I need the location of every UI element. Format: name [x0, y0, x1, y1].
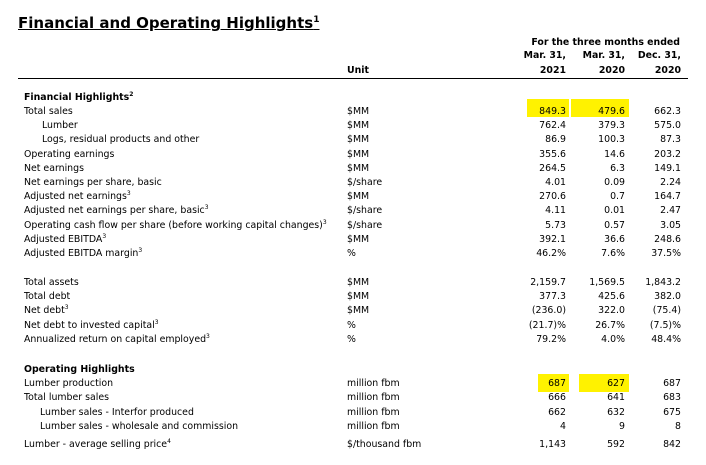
cell-col2: 0.7: [610, 191, 625, 202]
cell-col1: 270.6: [539, 191, 566, 202]
row-label: Operating cash flow per share (before working capital changes)$^3$: [24, 218, 327, 231]
cell-col3: 2.24: [660, 177, 681, 188]
footnote-marker: 4: [167, 437, 171, 445]
footnote-marker: 3: [102, 232, 107, 240]
cell-col2: 0.09: [604, 177, 625, 188]
row-label: Operating earnings: [24, 149, 115, 160]
cell-col3: (75.4): [652, 305, 681, 316]
row-label: Adjusted net earnings per share, basic$^3$: [24, 203, 209, 216]
footnote-marker: 3: [138, 246, 143, 254]
footnote-marker: 2: [129, 90, 134, 98]
row-unit: $MM: [347, 149, 370, 160]
cell-col3: 37.5%: [651, 248, 681, 259]
cell-col3: 687: [663, 378, 681, 389]
row-label: Lumber sales - wholesale and commission: [40, 421, 239, 432]
row-label: Adjusted EBITDA margin$^3$: [24, 246, 143, 259]
cell-col3: 1,843.2: [645, 277, 681, 288]
table-row: [0, 378, 706, 392]
cell-col2: 6.3: [610, 163, 625, 174]
cell-col1: 377.3: [539, 291, 566, 302]
row-label: Lumber production: [24, 378, 114, 389]
title-footnote: 1: [313, 15, 320, 25]
cell-col2: 0.57: [604, 220, 625, 231]
cell-col3: 3.05: [660, 220, 681, 231]
cell-col1: 79.2%: [536, 334, 566, 345]
cell-col3: 48.4%: [651, 334, 681, 345]
row-unit: $/share: [347, 177, 383, 188]
cell-col2: 14.6: [604, 149, 625, 160]
row-label: Net earnings: [24, 163, 84, 174]
row-unit: %: [347, 320, 356, 331]
row-unit: $MM: [347, 234, 370, 245]
table-row: [0, 407, 706, 421]
row-label: Financial Highlights$^2$: [24, 90, 134, 103]
row-label: Operating Highlights: [24, 364, 135, 375]
row-unit: %: [347, 248, 356, 259]
row-label: Logs, residual products and other: [42, 134, 200, 145]
cell-col3: 662.3: [654, 106, 681, 117]
footnote-marker: 3: [64, 303, 69, 311]
row-label: Net earnings per share, basic: [24, 177, 162, 188]
row-label: Adjusted EBITDA$^3$: [24, 232, 107, 245]
cell-col2: 592: [607, 439, 625, 450]
cell-col1: 662: [548, 407, 566, 418]
cell-col3: 248.6: [654, 234, 681, 245]
cell-col1: (21.7)%: [528, 320, 566, 331]
row-unit: $MM: [347, 191, 370, 202]
table-row: [0, 248, 706, 262]
footnote-marker: 3: [206, 332, 210, 340]
row-label: Lumber sales - Interfor produced: [40, 407, 194, 418]
row-label: Net debt to invested capital$^3$: [24, 318, 159, 331]
footnote-marker: 3: [126, 189, 131, 197]
table-row: [0, 277, 706, 291]
row-unit: million fbm: [347, 421, 400, 432]
row-unit: million fbm: [347, 392, 400, 403]
row-label: Net debt$^3$: [24, 303, 69, 316]
cell-col2: 4.0%: [601, 334, 625, 345]
cell-col2: 322.0: [598, 305, 625, 316]
col3-header-line1: Dec. 31,: [637, 50, 681, 61]
table-row: [0, 305, 706, 319]
row-label: Total sales: [24, 106, 73, 117]
row-label: Adjusted net earnings$^3$: [24, 189, 131, 202]
cell-col3: 87.3: [660, 134, 681, 145]
cell-col1: 264.5: [539, 163, 566, 174]
cell-col2: 9: [619, 421, 625, 432]
cell-col1: 392.1: [539, 234, 566, 245]
row-unit: $/share: [347, 220, 383, 231]
cell-col2: 36.6: [604, 234, 625, 245]
cell-col2: 425.6: [598, 291, 625, 302]
row-unit: $/thousand fbm: [347, 439, 422, 450]
page-title: Financial and Operating Highlights$^1$: [18, 14, 320, 32]
row-label: Total debt: [24, 291, 71, 302]
row-unit: $MM: [347, 163, 370, 174]
cell-col1: 4.01: [545, 177, 566, 188]
row-label: Total assets: [24, 277, 79, 288]
cell-col1: 666: [548, 392, 566, 403]
cell-col3: 203.2: [654, 149, 681, 160]
header-rule: [18, 78, 688, 79]
row-unit: $MM: [347, 277, 370, 288]
table-row: [0, 291, 706, 305]
cell-col1: 1,143: [539, 439, 566, 450]
cell-col3: 842: [663, 439, 681, 450]
cell-col1: 5.73: [545, 220, 566, 231]
cell-col2: 26.7%: [595, 320, 625, 331]
row-label: Total lumber sales: [24, 392, 109, 403]
cell-col2: 7.6%: [601, 248, 625, 259]
cell-col3: 575.0: [654, 120, 681, 131]
table-row: [0, 149, 706, 163]
row-unit: $/share: [347, 205, 383, 216]
table-row: [0, 320, 706, 334]
cell-col3: 8: [675, 421, 681, 432]
row-unit: $MM: [347, 291, 370, 302]
col1-header-line2: 2021: [539, 65, 566, 76]
cell-col1: 46.2%: [536, 248, 566, 259]
table-row: [0, 134, 706, 148]
cell-col2: 632: [607, 407, 625, 418]
table-row: [0, 163, 706, 177]
cell-col2: 1,569.5: [589, 277, 625, 288]
table-row: [0, 177, 706, 191]
row-unit: million fbm: [347, 407, 400, 418]
cell-col3: 149.1: [654, 163, 681, 174]
cell-col2: 627: [607, 378, 625, 389]
table-row: [0, 364, 706, 378]
table-row: [0, 106, 706, 120]
cell-col1: 762.4: [539, 120, 566, 131]
cell-col1: 86.9: [545, 134, 566, 145]
table-row: [0, 439, 706, 453]
table-row: [0, 92, 706, 106]
cell-col3: 683: [663, 392, 681, 403]
row-unit: $MM: [347, 134, 370, 145]
cell-col2: 379.3: [598, 120, 625, 131]
table-row: [0, 421, 706, 435]
row-label: Lumber - average selling price$^4$: [24, 437, 171, 450]
cell-col1: 687: [548, 378, 566, 389]
cell-col3: 382.0: [654, 291, 681, 302]
cell-col2: 641: [607, 392, 625, 403]
col3-header-line2: 2020: [654, 65, 681, 76]
cell-col1: 849.3: [539, 106, 566, 117]
row-label: Lumber: [42, 120, 78, 131]
table-row: [0, 334, 706, 348]
cell-col2: 0.01: [604, 205, 625, 216]
footnote-marker: 3: [154, 318, 159, 326]
cell-col2: 479.6: [598, 106, 625, 117]
cell-col3: 164.7: [654, 191, 681, 202]
row-unit: %: [347, 334, 356, 345]
cell-col1: 2,159.7: [530, 277, 566, 288]
cell-col1: 4.11: [545, 205, 566, 216]
footnote-marker: 3: [322, 218, 327, 226]
row-unit: $MM: [347, 106, 370, 117]
table-row: [0, 392, 706, 406]
table-row: [0, 120, 706, 134]
cell-col1: 355.6: [539, 149, 566, 160]
cell-col3: (7.5)%: [649, 320, 681, 331]
table-row: [0, 205, 706, 219]
cell-col1: (236.0): [531, 305, 566, 316]
cell-col3: 2.47: [660, 205, 681, 216]
row-unit: million fbm: [347, 378, 400, 389]
cell-col1: 4: [560, 421, 566, 432]
table-row: [0, 191, 706, 205]
row-unit: $MM: [347, 305, 370, 316]
table-row: [0, 234, 706, 248]
row-label: Annualized return on capital employed$^3$: [24, 332, 210, 345]
col2-header-line2: 2020: [598, 65, 625, 76]
period-header: For the three months ended: [531, 37, 680, 48]
footnote-marker: 3: [204, 203, 209, 211]
unit-header: Unit: [347, 65, 369, 76]
col2-header-line1: Mar. 31,: [582, 50, 625, 61]
cell-col2: 100.3: [598, 134, 625, 145]
col1-header-line1: Mar. 31,: [523, 50, 566, 61]
row-unit: $MM: [347, 120, 370, 131]
cell-col3: 675: [663, 407, 681, 418]
